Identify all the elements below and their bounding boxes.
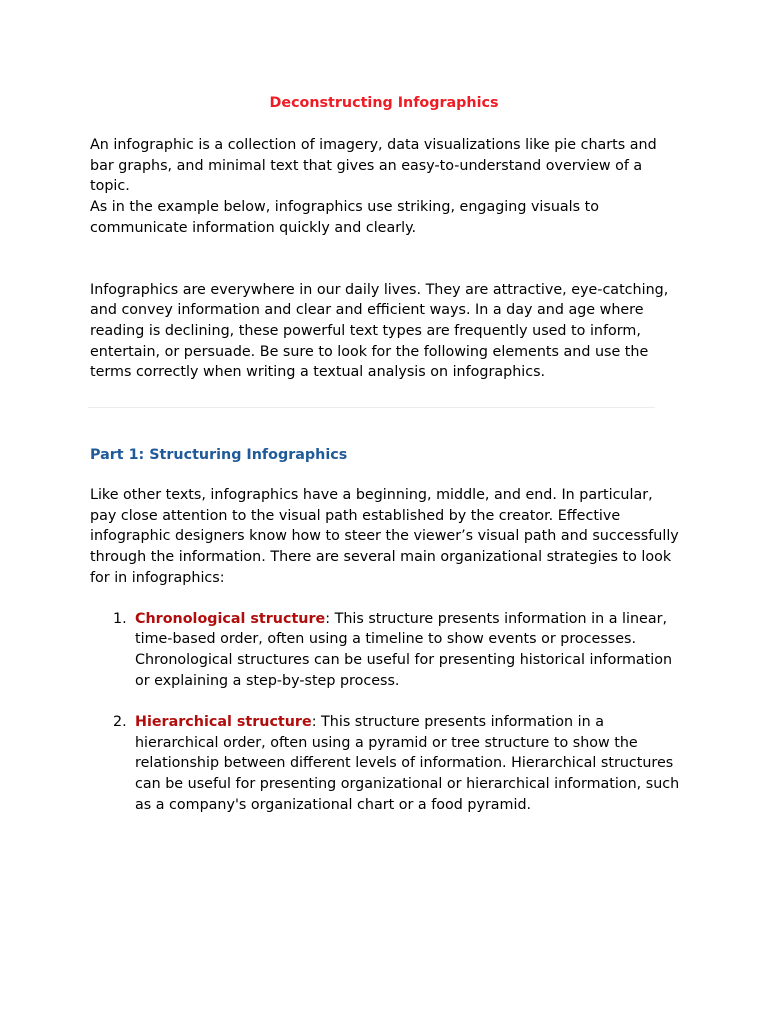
part1-body-paragraph: Like other texts, infographics have a beginning, middle, and end. In particular, pay close attention to the visual path established by the creator. Effective infographic designers know how to steer the viewer’s visual path and successfully through the information. There are several main organizational strategies to look for in infographics:	[90, 487, 679, 586]
everywhere-paragraph: Infographics are everywhere in our daily lives. They are attractive, eye-catching, and convey information and clear and efficient ways. In a day and age where reading is declining, these powerful text types are frequently used to inform, entertain, or persuade. Be sure to look for the following elements and use the terms correctly when writing a textual analysis on infographics.	[90, 281, 669, 381]
section-divider	[88, 407, 655, 408]
list-item-text: : This structure presents information in a linear, time-based order, often using a timeline to show events or processes. Chronological structures can be useful for presenting historical information or explaining a step-by-step process.	[135, 610, 673, 689]
list-item-number: 2.	[113, 714, 127, 731]
document-page	[90, 90, 680, 836]
structure-list	[90, 609, 680, 816]
list-item-term: Hierarchical structure	[135, 714, 312, 731]
list-item-text: : This structure presents information in a hierarchical order, often using a pyramid or tree structure to show the relationship between different levels of information. Hierarchical structures can be useful for presenting organizational or hierarchical information, such as a company's organizational chart or a food pyramid.	[135, 714, 680, 813]
document-title: Deconstructing Infographics	[269, 95, 499, 111]
intro-block	[90, 135, 680, 239]
intro-paragraph-continued: As in the example below, infographics use striking, engaging visuals to communicate information quickly and clearly.	[90, 199, 599, 236]
list-item	[90, 609, 680, 692]
part1-heading: Part 1: Structuring Infographics	[90, 447, 348, 464]
list-item	[90, 712, 680, 816]
list-item-term: Chronological structure	[135, 610, 326, 627]
list-item-number: 1.	[113, 610, 127, 627]
intro-paragraph: An infographic is a collection of imagery, data visualizations like pie charts and bar graphs, and minimal text that gives an easy-to-understand overview of a topic.	[90, 137, 657, 195]
